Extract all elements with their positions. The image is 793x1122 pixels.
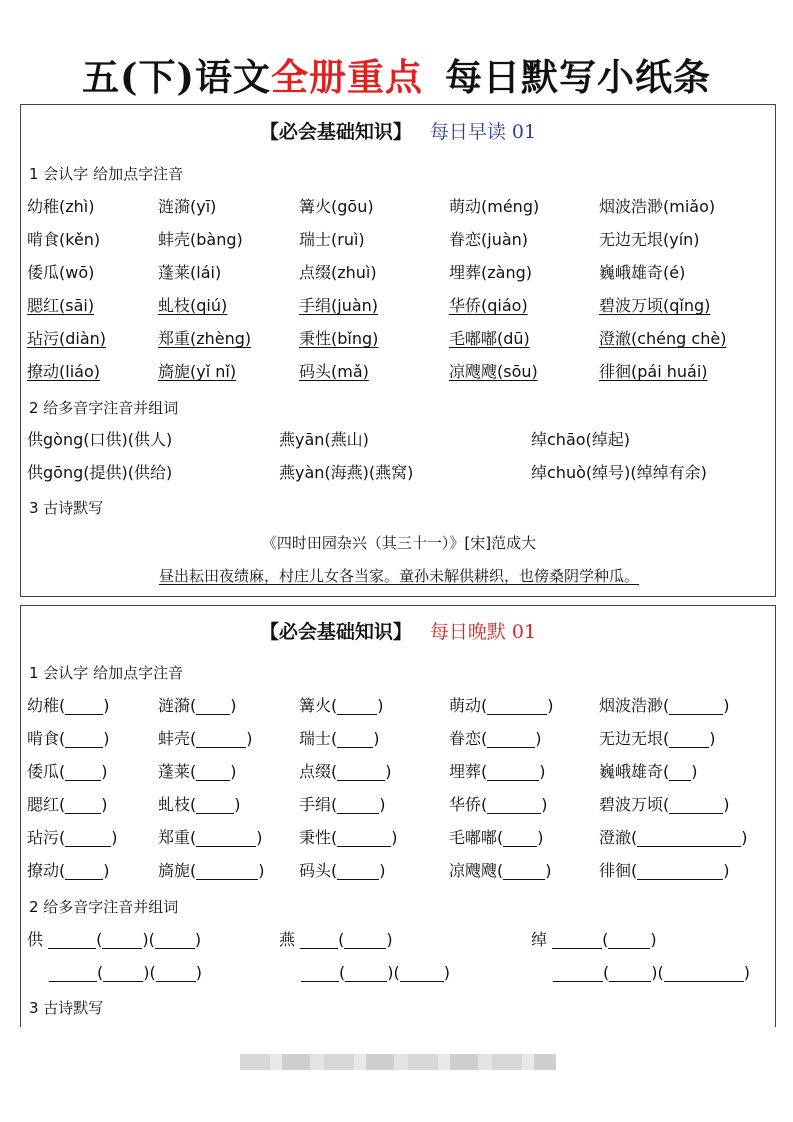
word-entry: 碧波万顷(qǐng) [599,296,711,315]
polyphone-entry: 燕yàn(海燕)(燕窝) [279,463,414,482]
morning-polyphone-row [21,459,777,487]
evening-subheader: 每日晚默 01 [429,621,537,643]
blank-entry: 码头( ) [299,861,386,880]
evening-section-2-heading: 2 给多音字注音并组词 [29,898,179,916]
blurred-footer-watermark [240,1054,556,1070]
morning-section-1-heading: 1 会认字 给加点字注音 [29,165,184,183]
page-title [0,52,793,102]
word: 幼稚 [27,696,60,715]
polyphone-blank-entry: 燕 ( ) [279,930,393,949]
word: 蚌壳 [158,729,191,748]
answer-blank[interactable] [337,861,379,880]
answer-blank[interactable] [196,795,234,814]
word-entry: 澄澈(chéng chè) [599,329,727,348]
polyphone-blank-entry: 供 ( )( ) [27,930,202,949]
evening-header-label: 【必会基础知识】 [259,621,412,643]
polyphone-entry: 燕yān(燕山) [279,430,369,449]
word: 毛嘟嘟 [449,828,498,847]
answer-blank[interactable] [400,963,444,982]
word: 手绢 [299,795,332,814]
answer-blank[interactable] [337,795,379,814]
word: 郑重 [158,828,191,847]
blank-entry: 碧波万顷( ) [599,795,730,814]
polyphone-blank-entry: 绰 ( ) [531,930,657,949]
morning-section-3-heading: 3 古诗默写 [29,499,104,517]
evening-word-row [21,824,777,852]
word: 萌动 [449,696,482,715]
morning-header-label: 【必会基础知识】 [259,121,412,143]
polyphone-blank-entry: ( )( ) [49,959,202,987]
word: 瑞士 [299,729,332,748]
word-entry: 郑重(zhèng) [158,329,252,348]
word-entry: 蓬莱(lái) [158,263,222,282]
blank-entry: 秉性( ) [299,828,398,847]
word-entry: 倭瓜(wō) [27,263,95,282]
blank-entry: 腮红( ) [27,795,108,814]
answer-blank[interactable] [487,795,541,814]
answer-blank[interactable] [487,729,535,748]
poem-text: 昼出耘田夜绩麻，村庄儿女各当家。童孙未解供耕织，也傍桑阴学种瓜。 [158,567,639,585]
blank-entry: 毛嘟嘟( ) [449,828,544,847]
word: 腮红 [27,795,60,814]
word-entry: 啃食(kěn) [27,230,101,249]
word-entry: 凉飕飕(sōu) [449,362,538,381]
blank-entry: 埋葬( ) [449,762,546,781]
word-entry: 手绢(juàn) [299,296,379,315]
morning-word-row [21,226,777,254]
polyphone-blank-entry: ( )( ) [553,959,750,987]
poem-title: 《四时田园杂兴（其三十一）》[宋]范成大 [261,534,537,552]
answer-blank[interactable] [503,861,545,880]
word-entry: 码头(mǎ) [299,362,369,381]
answer-blank[interactable] [156,963,196,982]
word: 徘徊 [599,861,632,880]
word-entry: 瑞士(ruì) [299,230,365,249]
word-entry: 华侨(qiáo) [449,296,528,315]
word: 巍峨雄奇 [599,762,664,781]
evening-header [21,619,775,645]
blank-entry: 瑞士( ) [299,729,380,748]
word: 撩动 [27,861,60,880]
blank-entry: 蓬莱( ) [158,762,237,781]
evening-word-row [21,692,777,720]
answer-blank[interactable] [664,963,744,982]
word: 烟波浩渺 [599,696,664,715]
answer-blank[interactable] [65,696,103,715]
answer-blank[interactable] [487,762,539,781]
word: 涟漪 [158,696,191,715]
blank-entry: 巍峨雄奇( ) [599,762,698,781]
pinyin-blank[interactable] [300,930,338,949]
polyphone-entry: 供gōng(提供)(供给) [27,463,173,482]
morning-word-row [21,325,777,353]
blank-entry: 手绢( ) [299,795,386,814]
morning-word-row [21,292,777,320]
word-entry: 烟波浩渺(miǎo) [599,197,716,216]
answer-blank[interactable] [196,696,230,715]
pinyin-blank[interactable] [553,963,603,982]
word: 啃食 [27,729,60,748]
word-entry: 点缀(zhuì) [299,263,377,282]
polyphone-char: 燕 [279,930,296,949]
evening-word-row [21,857,777,885]
answer-blank[interactable] [337,729,373,748]
evening-word-row [21,758,777,786]
answer-blank[interactable] [65,729,103,748]
answer-blank[interactable] [337,762,385,781]
blank-entry: 点缀( ) [299,762,392,781]
answer-blank[interactable] [196,828,256,847]
word: 码头 [299,861,332,880]
answer-blank[interactable] [65,861,103,880]
morning-reading-panel [20,104,776,597]
word-entry: 蚌壳(bàng) [158,230,243,249]
title-part3: 每日默写小纸条 [445,55,711,99]
word-entry: 涟漪(yī) [158,197,217,216]
morning-word-row [21,259,777,287]
word-entry: 毛嘟嘟(dū) [449,329,530,348]
answer-blank[interactable] [337,828,391,847]
blank-entry: 啃食( ) [27,729,110,748]
morning-header [21,119,775,145]
blank-entry: 旖旎( ) [158,861,265,880]
answer-blank[interactable] [65,762,101,781]
morning-word-row [21,193,777,221]
blank-entry: 萌动( ) [449,696,554,715]
word: 无边无垠 [599,729,664,748]
word: 华侨 [449,795,482,814]
polyphone-entry: 绰chāo(绰起) [531,430,631,449]
word-entry: 眷恋(juàn) [449,230,529,249]
answer-blank[interactable] [503,828,537,847]
answer-blank[interactable] [637,828,741,847]
answer-blank[interactable] [608,930,650,949]
blank-entry: 眷恋( ) [449,729,542,748]
polyphone-entry: 供gòng(口供)(供人) [27,430,173,449]
blank-entry: 烟波浩渺( ) [599,696,730,715]
answer-blank[interactable] [609,963,651,982]
word: 旖旎 [158,861,191,880]
blank-entry: 玷污( ) [27,828,118,847]
evening-polyphone-row [21,926,777,954]
answer-blank[interactable] [103,963,143,982]
evening-word-row [21,725,777,753]
blank-entry: 澄澈( ) [599,828,748,847]
word: 虬枝 [158,795,191,814]
blank-entry: 蚌壳( ) [158,729,253,748]
word-entry: 埋葬(zàng) [449,263,532,282]
word-entry: 虬枝(qiú) [158,296,228,315]
word: 蓬莱 [158,762,191,781]
word: 玷污 [27,828,60,847]
blank-entry: 徘徊( ) [599,861,730,880]
polyphone-char: 供 [27,930,44,949]
title-part1: 五(下)语文 [81,55,271,99]
blank-entry: 倭瓜( ) [27,762,108,781]
pinyin-blank[interactable] [301,963,339,982]
morning-word-row [21,358,777,386]
blank-entry: 幼稚( ) [27,696,110,715]
word: 秉性 [299,828,332,847]
word: 篝火 [299,696,332,715]
word-entry: 撩动(liáo) [27,362,100,381]
answer-blank[interactable] [65,795,101,814]
answer-blank[interactable] [669,795,723,814]
answer-blank[interactable] [102,930,142,949]
word: 碧波万顷 [599,795,664,814]
blank-entry: 撩动( ) [27,861,110,880]
word: 眷恋 [449,729,482,748]
word: 倭瓜 [27,762,60,781]
word-entry: 巍峨雄奇(é) [599,263,686,282]
evening-section-1-heading: 1 会认字 给加点字注音 [29,664,184,682]
pinyin-blank[interactable] [552,930,602,949]
answer-blank[interactable] [669,696,723,715]
blank-entry: 郑重( ) [158,828,263,847]
word-entry: 萌动(méng) [449,197,540,216]
answer-blank[interactable] [196,762,230,781]
pinyin-blank[interactable] [49,963,97,982]
pinyin-blank[interactable] [48,930,96,949]
evening-section-3-heading: 3 古诗默写 [29,999,104,1017]
word-entry: 玷污(diàn) [27,329,107,348]
word-entry: 无边无垠(yín) [599,230,700,249]
answer-blank[interactable] [487,696,547,715]
answer-blank[interactable] [155,930,195,949]
morning-subheader: 每日早读 01 [429,121,537,143]
blank-entry: 涟漪( ) [158,696,237,715]
blank-entry: 虬枝( ) [158,795,241,814]
answer-blank[interactable] [669,762,691,781]
word-entry: 旖旎(yǐ nǐ) [158,362,237,381]
word-entry: 幼稚(zhì) [27,197,95,216]
blank-entry: 凉飕飕( ) [449,861,552,880]
answer-blank[interactable] [344,930,386,949]
answer-blank[interactable] [196,729,246,748]
morning-polyphone-row [21,426,777,454]
polyphone-entry: 绰chuò(绰号)(绰绰有余) [531,463,707,482]
answer-blank[interactable] [345,963,387,982]
blank-entry: 华侨( ) [449,795,548,814]
evening-polyphone-row [21,959,777,987]
word: 点缀 [299,762,332,781]
title-highlight: 全册重点 [271,55,423,99]
answer-blank[interactable] [669,729,709,748]
blank-entry: 无边无垠( ) [599,729,716,748]
morning-section-2-heading: 2 给多音字注音并组词 [29,399,179,417]
evening-word-row [21,791,777,819]
evening-dictation-panel [20,605,776,1027]
answer-blank[interactable] [637,861,723,880]
word: 埋葬 [449,762,482,781]
word-entry: 徘徊(pái huái) [599,362,708,381]
word-entry: 篝火(gōu) [299,197,374,216]
answer-blank[interactable] [337,696,377,715]
polyphone-char: 绰 [531,930,548,949]
polyphone-blank-entry: ( )( ) [301,959,450,987]
word-entry: 腮红(sāi) [27,296,95,315]
word: 凉飕飕 [449,861,498,880]
word-entry: 秉性(bǐng) [299,329,379,348]
blank-entry: 篝火( ) [299,696,384,715]
answer-blank[interactable] [65,828,111,847]
answer-blank[interactable] [196,861,258,880]
word: 澄澈 [599,828,632,847]
